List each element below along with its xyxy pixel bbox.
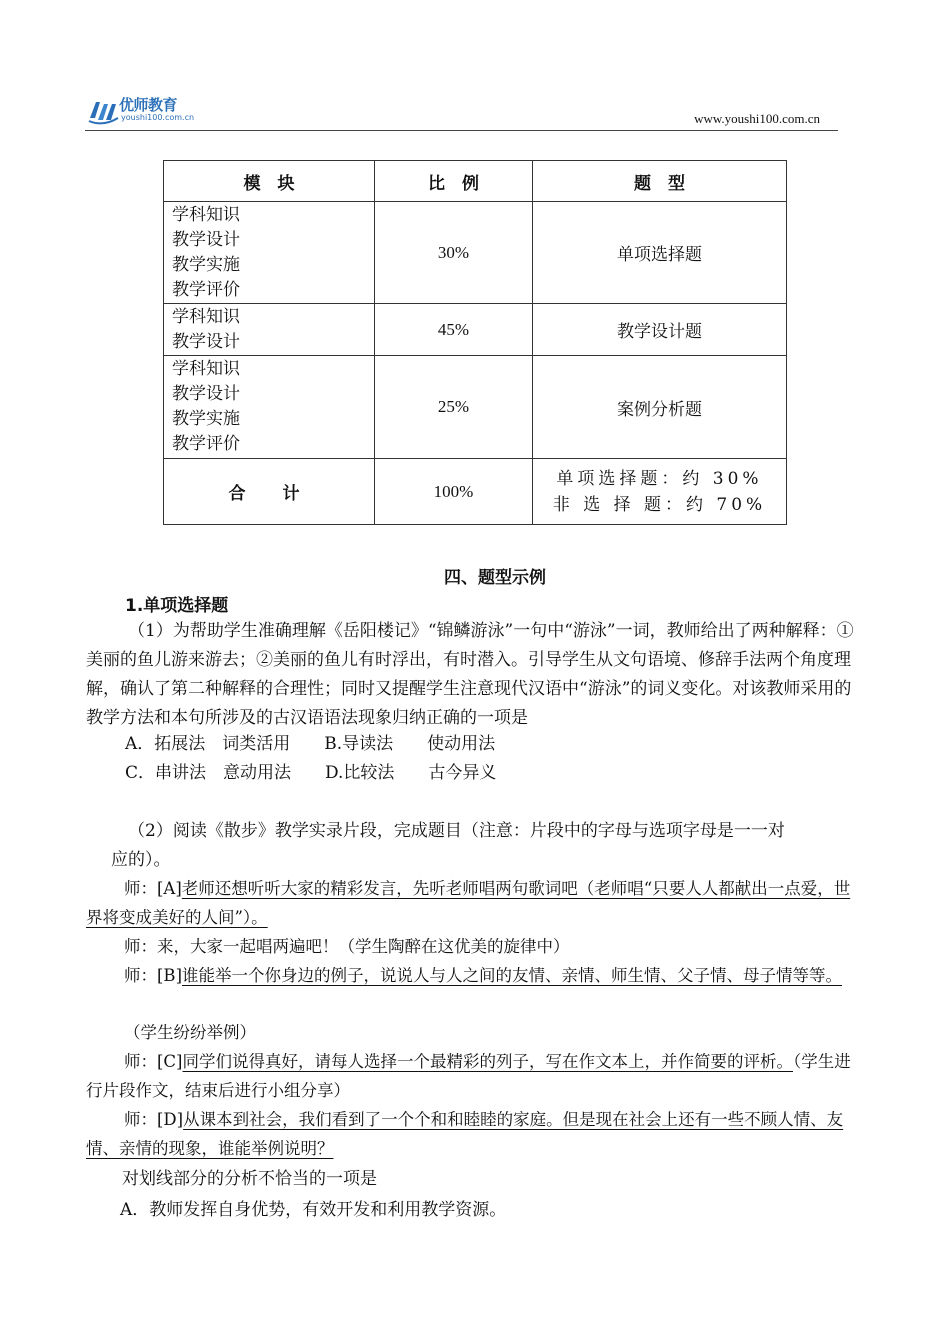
- total-type-cell: [533, 459, 787, 525]
- type-cell: 案例分析题: [533, 356, 787, 459]
- dialogue-line: [86, 1018, 866, 1047]
- question-2-prompt: 对划线部分的分析不恰当的一项是: [122, 1169, 377, 1189]
- module-item: 教学实施: [172, 409, 240, 429]
- question-2-option-a: A．教师发挥自身优势，有效开发和利用教学资源。: [120, 1200, 507, 1220]
- module-item: 教学设计: [172, 229, 240, 250]
- dialogue-suffix: （学生进行片段作文，结束后进行小组分享）: [86, 1052, 851, 1100]
- question-1-options-row: A．拓展法 词类活用 B.导读法 使动用法: [125, 734, 496, 754]
- module-item: 教学评价: [172, 434, 240, 454]
- ratio-cell: 30%: [375, 202, 533, 304]
- total-type-line: 非 选 择 题：约 70%: [552, 494, 767, 515]
- table-header-row: [164, 161, 787, 202]
- page-header: [85, 90, 838, 131]
- modules-cell: [164, 356, 375, 459]
- module-item: 学科知识: [172, 306, 240, 327]
- module-item: 教学实施: [172, 254, 240, 275]
- question-2-intro: [86, 817, 866, 875]
- underlined-text: 从课本到社会，我们看到了一个个和和睦睦的家庭。但是现在社会上还有一些不顾人情、友情、亲情的现象，谁能举例说明？: [86, 1110, 844, 1158]
- dialogue-line: [86, 932, 866, 961]
- module-item: 教学设计: [172, 384, 240, 404]
- question-2-intro-cont: 应的）。: [111, 850, 171, 870]
- type-cell: 教学设计题: [533, 304, 787, 356]
- table-total-row: [164, 459, 787, 525]
- module-item: 教学评价: [172, 279, 240, 300]
- logo-url: youshi100.com.cn: [121, 113, 195, 122]
- underlined-text: 谁能举一个你身边的例子，说说人与人之间的友情、亲情、师生情、父子情、母子情等等。: [182, 966, 842, 985]
- section-title: 四、题型示例: [444, 568, 546, 588]
- site-url[interactable]: www.youshi100.com.cn: [694, 111, 820, 126]
- modules-cell: [164, 202, 375, 304]
- logo: [87, 92, 197, 126]
- table-row: [164, 304, 787, 356]
- question-1-text: （1）为帮助学生准确理解《岳阳楼记》“锦鳞游泳”一句中“游泳”一词，教师给出了两种解释：①美丽的鱼儿游来游去；②美丽的鱼儿有时浮出，有时潜入。引导学生从文句语境、修辞手法两个角度理解，确认了第二种解释的合理性；同时又提醒学生注意现代汉语中“游泳”的词义变化。对该教师采用的教学方法和本句所涉及的古汉语语法现象归纳正确的一项是: [86, 621, 854, 728]
- logo-icon: [87, 96, 119, 126]
- exam-structure-table: [163, 160, 787, 525]
- dialogue-prefix: 师：来，大家一起唱两遍吧！（学生陶醉在这优美的旋律中）: [124, 937, 570, 956]
- dialogue-prefix: 师：[D]: [124, 1110, 184, 1129]
- dialogue-prefix: 师：[B]: [124, 966, 182, 985]
- dialogue-prefix: 师：[C]: [124, 1052, 183, 1071]
- underlined-text: 老师还想听听大家的精彩发言，先听老师唱两句歌词吧（老师唱“只要人人都献出一点爱，世界将变成美好的人间”）。: [86, 879, 851, 927]
- underlined-text: 同学们说得真好，请每人选择一个最精彩的列子，写在作文本上，并作简要的评析。: [182, 1052, 793, 1071]
- module-item: 学科知识: [172, 204, 240, 225]
- total-label: 合 计: [164, 459, 375, 525]
- type-cell: 单项选择题: [533, 202, 787, 304]
- module-item: 教学设计: [172, 331, 240, 352]
- dialogue-line: [86, 961, 866, 990]
- header-ratio: 比 例: [375, 161, 533, 202]
- header-type: 题 型: [533, 161, 787, 202]
- header-module: 模 块: [164, 161, 375, 202]
- dialogue-line: [86, 1105, 866, 1163]
- total-type-line: 单项选择题：约 30%: [556, 468, 763, 489]
- question-2-intro-text: （2）阅读《散步》教学实录片段，完成题目（注意：片段中的字母与选项字母是一一对: [128, 821, 785, 841]
- dialogue-prefix: （学生纷纷举例）: [124, 1023, 256, 1042]
- ratio-cell: 45%: [375, 304, 533, 356]
- ratio-cell: 25%: [375, 356, 533, 459]
- question-1-options-row: C．串讲法 意动用法 D.比较法 古今异义: [125, 763, 497, 783]
- dialogue-prefix: 师：[A]: [124, 879, 182, 898]
- modules-cell: [164, 304, 375, 356]
- table-row: [164, 356, 787, 459]
- module-item: 学科知识: [172, 359, 240, 379]
- dialogue-line: [86, 874, 866, 932]
- dialogue-line: [86, 1047, 866, 1105]
- table-row: [164, 202, 787, 304]
- subsection-title: 1.单项选择题: [125, 596, 229, 616]
- total-ratio: 100%: [375, 459, 533, 525]
- logo-name: 优师教育: [119, 96, 178, 114]
